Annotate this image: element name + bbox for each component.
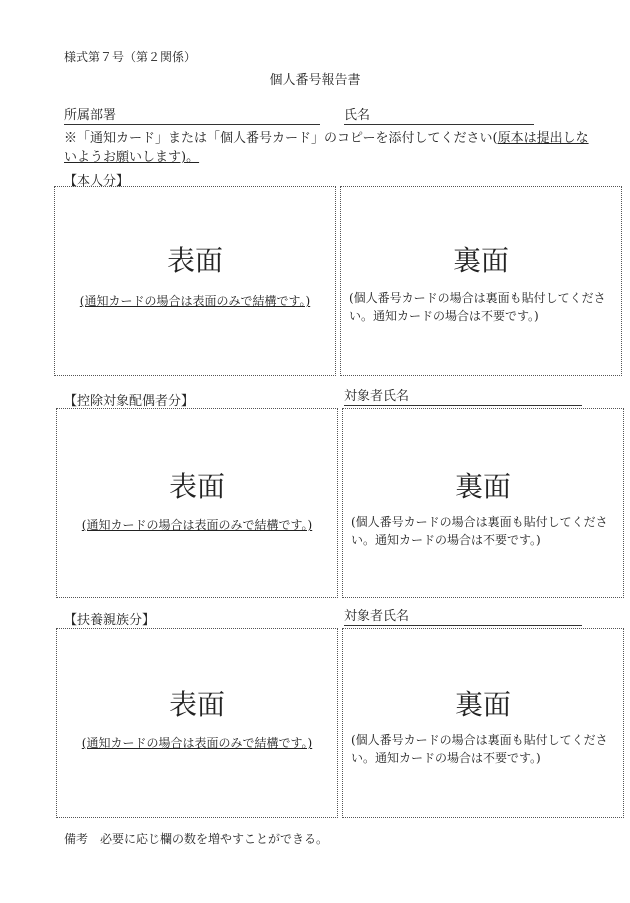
card-front-label: 表面 xyxy=(168,470,225,503)
target-name-label: 対象者氏名 xyxy=(344,389,410,404)
name-label: 氏名 xyxy=(344,108,371,123)
name-field[interactable] xyxy=(344,108,534,125)
card-back-area-self[interactable] xyxy=(340,186,622,376)
card-front-label: 表面 xyxy=(168,688,225,721)
footer-note: 備考 必要に応じ欄の数を増やすことができる。 xyxy=(64,832,329,846)
card-front-area-spouse[interactable] xyxy=(56,408,338,598)
card-back-note: (個人番号カードの場合は裏面も貼付してください。通知カードの場合は不要です。) xyxy=(351,515,608,547)
notice-underlined: 原本は提出しないようお願いします)。 xyxy=(64,131,589,165)
card-front-note: (通知カードの場合は表面のみで結構です。) xyxy=(81,736,313,750)
card-front-area-dependent[interactable] xyxy=(56,628,338,818)
section-label-dependent: 【扶養親族分】 xyxy=(64,613,156,628)
target-name-label: 対象者氏名 xyxy=(344,609,410,624)
card-back-area-spouse[interactable] xyxy=(342,408,624,598)
card-front-label: 表面 xyxy=(166,244,223,277)
notice-text xyxy=(64,129,594,167)
section-label-self: 【本人分】 xyxy=(64,174,130,189)
section-label-spouse: 【控除対象配偶者分】 xyxy=(64,394,195,409)
card-back-note: (個人番号カードの場合は裏面も貼付してください。通知カードの場合は不要です。) xyxy=(349,291,606,323)
card-back-label: 裏面 xyxy=(454,470,511,503)
document-title: 個人番号報告書 xyxy=(269,73,361,88)
department-label: 所属部署 xyxy=(64,108,117,123)
card-front-note: (通知カードの場合は表面のみで結構です。) xyxy=(79,294,311,308)
card-front-area-self[interactable] xyxy=(54,186,336,376)
target-name-field-dependent[interactable] xyxy=(344,609,582,626)
card-back-note: (個人番号カードの場合は裏面も貼付してください。通知カードの場合は不要です。) xyxy=(351,733,608,765)
card-back-area-dependent[interactable] xyxy=(342,628,624,818)
card-back-label: 裏面 xyxy=(452,244,509,277)
card-front-note: (通知カードの場合は表面のみで結構です。) xyxy=(81,518,313,532)
target-name-field-spouse[interactable] xyxy=(344,389,582,406)
card-back-label: 裏面 xyxy=(454,688,511,721)
form-number: 様式第７号（第２関係） xyxy=(64,50,197,64)
notice-prefix: ※「通知カード」または「個人番号カード」のコピーを添付してください( xyxy=(64,131,498,146)
department-field[interactable] xyxy=(64,108,320,125)
